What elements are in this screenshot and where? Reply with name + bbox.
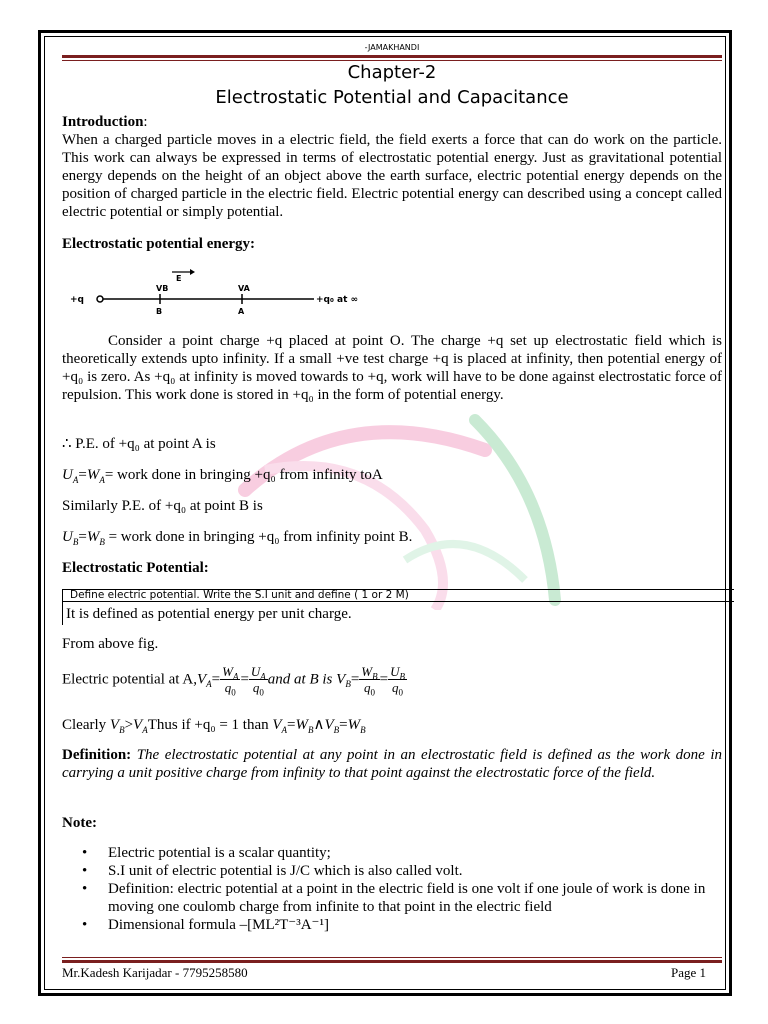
question-box-left-line [62, 589, 63, 625]
question-box: Define electric potential. Write the S.I unit and define ( 1 or 2 M) [62, 589, 734, 602]
fig-e-label: E [176, 274, 182, 283]
footer-author: Mr.Kadesh Karijadar - 7795258580 [62, 965, 248, 980]
pe-heading: Electrostatic potential energy: [62, 236, 256, 252]
fig-a-label: A [238, 307, 245, 316]
note-heading: Note: [62, 815, 97, 831]
chapter-title: Electrostatic Potential and Capacitance [215, 87, 569, 108]
fig-right-label: +q₀ at ∞ [316, 295, 359, 305]
potential-definition-short: It is defined as potential energy per unit charge. [66, 606, 352, 622]
header-rule-thin [62, 60, 722, 61]
pe-line-ua: $U_A=W_A=$ work done in bringing +q₀ from infinity toA [62, 467, 383, 485]
fig-b-label: B [156, 307, 163, 316]
list-item: • Dimensional formula –[ML²T⁻³A⁻¹] [82, 917, 329, 933]
footer-rule-thin [62, 957, 722, 958]
fig-left-label: +q [70, 295, 84, 305]
school-header: -JAMAKHANDI [364, 43, 420, 52]
pe-line-b-intro: Similarly P.E. of +q₀ at point B is [62, 498, 263, 514]
list-item: • Electric potential is a scalar quantity; [82, 845, 331, 861]
footer-page-number: Page 1 [670, 965, 706, 980]
note-list [62, 844, 722, 934]
pe-line-a-intro: ∴ P.E. of +q₀ at point A is [62, 436, 216, 452]
intro-block: Introduction: When a charged particle moves in a electric field, the field exerts a force that can do work on the particle. This work can always be expressed in terms of electrostatic potential energy. Just as gravitational potential energy depends on the height of an object above the earth surface, electric potential energy depends on the position of charged particle in the electric field. Electric potential energy can described using a concept called electric potential or simply potential. [62, 114, 722, 220]
definition-block: Definition: The electrostatic potential at any point in an electrostatic field is defined as the work done in carrying a unit positive charge from infinity to that point against the electrostatic force of the field. [62, 747, 722, 781]
chapter-number: Chapter-2 [347, 62, 437, 83]
clearly-line: Clearly $V_B>V_AThus$ if +q₀ = 1 than $V_A=W_B\wedge V_B=W_B$ [62, 717, 366, 735]
fig-vb-label: VB [156, 284, 169, 293]
fig-va-label: VA [238, 284, 250, 293]
intro-text: When a charged particle moves in a electric field, the field exerts a force that can do work on the particle. This work can always be expressed in terms of electrostatic potential energy. Just as gravitational potential energy depends on the height of an object above the earth surface, electric potential energy depends on the position of charged particle in the electric field. Electric potential energy can described using a concept called electric potential or simply potential. [62, 132, 722, 220]
potential-formula-line: Electric potential at $A,V_A=$ $\frac{W_A}{q_0}$ = $\frac{U_A}{q_0}$ and at B is $V_B=$ $\frac{W_B}{q_0}$ = $\frac{U_B}{q_0}$ [62, 664, 405, 698]
list-item: • S.I unit of electric potential is J/C which is also called volt. [82, 863, 463, 879]
list-item: • Definition: electric potential at a point in the electric field is one volt if one joule of work is done in moving one coulomb charge from infinite to that point in the electric field [82, 881, 706, 915]
header-rule-thick [62, 55, 722, 58]
pe-paragraph: Consider a point charge +q placed at point O. The charge +q set up electrostatic field which is theoretically extends upto infinity. If a small +ve test charge +q is placed at infinity, then potential energy of +q₀ is zero. As +q₀ at infinity is moved towards to +q, work will have to be done against electrostatic force of repulsion. This work done is stored in +q₀ in the form of potential energy. [62, 333, 722, 403]
potential-energy-figure [66, 262, 396, 320]
intro-heading: Introduction [62, 114, 144, 130]
from-above-fig: From above fig. [62, 636, 159, 652]
pe-line-ub: $U_B=W_B$ = work done in bringing +q₀ from infinity point B. [62, 529, 413, 547]
footer-rule-thick [62, 960, 722, 963]
potential-heading: Electrostatic Potential: [62, 560, 209, 576]
